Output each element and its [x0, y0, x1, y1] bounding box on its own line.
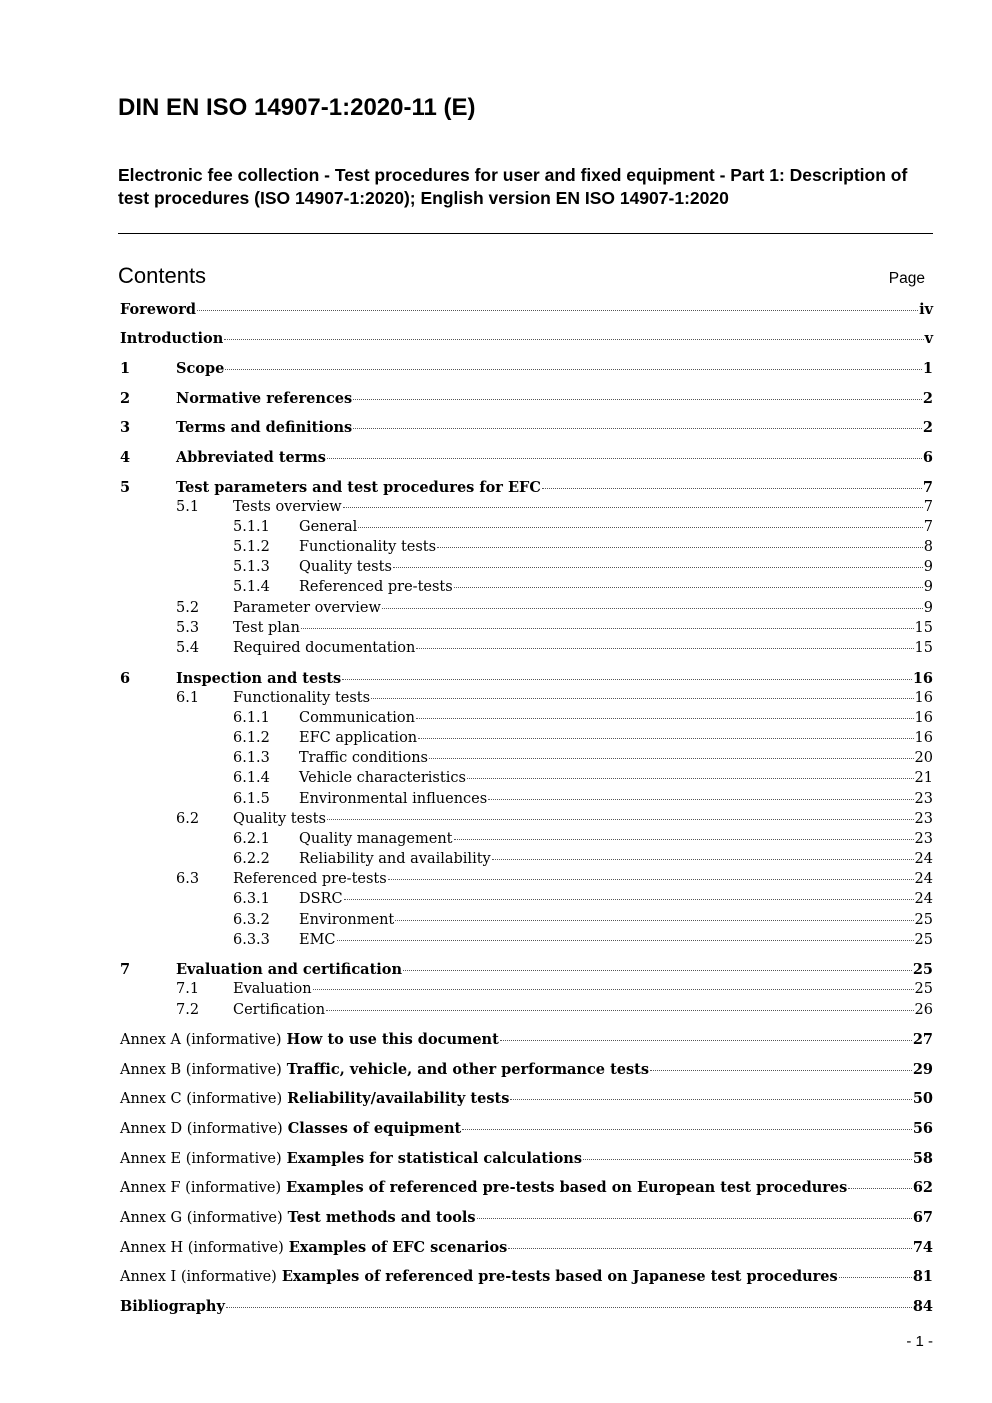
toc-annex-prefix: Annex D (informative): [120, 1121, 283, 1137]
toc-entry-title: Classes of equipment: [287, 1120, 462, 1137]
toc-entry-number: 7.2: [176, 1002, 200, 1018]
toc-entry-number: 1: [120, 360, 131, 377]
contents-heading: Contents: [118, 263, 207, 288]
dot-leader: [343, 507, 923, 508]
toc-entry-title: Scope: [176, 360, 225, 377]
toc-entry-title: Communication: [299, 710, 415, 726]
toc-entry[interactable]: [120, 1089, 933, 1108]
toc-entry-title: EMC: [299, 932, 336, 948]
toc-entry-page: 1: [922, 360, 933, 377]
toc-annex-prefix: Annex H (informative): [120, 1240, 284, 1256]
toc-entry-page: 21: [914, 770, 933, 786]
toc-entry-number: 5.3: [176, 620, 200, 636]
toc-entry-number: 6.1.4: [233, 770, 270, 786]
toc-entry-title: How to use this document: [286, 1031, 499, 1048]
toc-entry-page: 29: [912, 1061, 933, 1078]
toc-entry[interactable]: [233, 911, 933, 930]
toc-entry-page: 24: [914, 871, 933, 887]
dot-leader: [353, 428, 922, 429]
toc-entry[interactable]: [233, 830, 933, 849]
toc-entry-title: Evaluation: [233, 981, 312, 997]
toc-entry[interactable]: [120, 418, 933, 437]
toc-entry-page: 9: [923, 579, 933, 595]
toc-entry-title: Test methods and tools: [287, 1209, 476, 1226]
toc-entry[interactable]: [176, 810, 933, 829]
toc-entry-number: 6.1: [176, 690, 200, 706]
toc-entry-page: 25: [914, 932, 933, 948]
toc-entry[interactable]: [120, 448, 933, 467]
toc-entry-title: DSRC: [299, 891, 343, 907]
toc-entry-title: Referenced pre-tests: [233, 871, 387, 887]
dot-leader: [418, 738, 913, 739]
toc-entry-title: Evaluation and certification: [176, 961, 402, 978]
toc-entry-title: Examples of EFC scenarios: [288, 1239, 508, 1256]
dot-leader: [301, 628, 914, 629]
toc-entry-page: 7: [923, 519, 933, 535]
toc-entry-page: 24: [914, 891, 933, 907]
toc-entry[interactable]: [120, 1119, 933, 1138]
toc-entry-number: 6.3.3: [233, 932, 270, 948]
toc-annex-prefix: Annex C (informative): [120, 1091, 283, 1107]
toc-entry[interactable]: [233, 578, 933, 597]
dot-leader: [382, 608, 923, 609]
toc-entry-title: Certification: [233, 1002, 326, 1018]
toc-entry-title: Traffic, vehicle, and other performance tests: [286, 1061, 650, 1078]
toc-entry-title: Quality management: [299, 831, 453, 847]
toc-entry-page: 16: [914, 690, 933, 706]
dot-leader: [353, 399, 922, 400]
toc-entry-page: 15: [914, 640, 933, 656]
toc-entry-page: 16: [914, 710, 933, 726]
toc-entry-title: Quality tests: [233, 811, 326, 827]
toc-entry-page: 62: [912, 1179, 933, 1196]
toc-entry[interactable]: [120, 478, 933, 497]
toc-entry[interactable]: [233, 931, 933, 950]
toc-entry-page: 2: [922, 419, 933, 436]
toc-entry[interactable]: [176, 639, 933, 658]
toc-entry-title: Inspection and tests: [176, 670, 342, 687]
toc-entry-title: Referenced pre-tests: [299, 579, 453, 595]
dot-leader: [508, 1248, 912, 1249]
toc-entry-page: 81: [912, 1268, 933, 1285]
dot-leader: [393, 567, 923, 568]
toc-entry-title: Reliability/availability tests: [287, 1090, 510, 1107]
toc-entry-title: Tests overview: [233, 499, 342, 515]
dot-leader: [358, 527, 922, 528]
toc-entry-number: 6.2.2: [233, 851, 270, 867]
toc-entry[interactable]: [176, 870, 933, 889]
toc-annex-prefix: Annex G (informative): [120, 1210, 283, 1226]
dot-leader: [650, 1070, 912, 1071]
toc-entry[interactable]: [176, 1001, 933, 1020]
toc-entry-page: 9: [923, 559, 933, 575]
toc-entry-number: 7: [120, 961, 131, 978]
dot-leader: [510, 1099, 911, 1100]
dot-leader: [492, 859, 914, 860]
toc-entry-page: 25: [912, 961, 933, 978]
toc-entry-page: 24: [914, 851, 933, 867]
toc-entry-page: 2: [922, 390, 933, 407]
dot-leader: [326, 1010, 914, 1011]
toc-entry-title: Bibliography: [120, 1298, 225, 1315]
toc-entry-title: Normative references: [176, 390, 353, 407]
toc-entry-number: 5: [120, 479, 131, 496]
dot-leader: [224, 339, 923, 340]
toc-entry[interactable]: [120, 960, 933, 979]
dot-leader: [342, 679, 912, 680]
toc-entry-title: Examples of referenced pre-tests based on European test procedures: [286, 1179, 848, 1196]
toc-entry-number: 5.1.1: [233, 519, 270, 535]
toc-entry-page: 6: [922, 449, 933, 466]
toc-entry-title: Vehicle characteristics: [299, 770, 466, 786]
dot-leader: [542, 488, 922, 489]
toc-entry-number: 6.2.1: [233, 831, 270, 847]
toc-entry[interactable]: [120, 389, 933, 408]
dot-leader: [197, 310, 918, 311]
dot-leader: [839, 1277, 912, 1278]
toc-entry-page: 50: [912, 1090, 933, 1107]
toc-entry-title: Environment: [299, 912, 395, 928]
dot-leader: [467, 778, 914, 779]
dot-leader: [416, 648, 913, 649]
toc-entry-title: Terms and definitions: [176, 419, 353, 436]
document-subtitle: Electronic fee collection - Test procedures for user and fixed equipment - Part 1: Description of test procedures (ISO 14907-1:2020); English version EN ISO 14907-1:2020: [118, 165, 908, 208]
dot-leader: [462, 1129, 912, 1130]
toc-entry-title: Examples for statistical calculations: [286, 1150, 582, 1167]
toc-entry-page: 7: [922, 479, 933, 496]
toc-entry[interactable]: [176, 599, 933, 618]
dot-leader: [226, 1307, 912, 1308]
toc-entry-page: 16: [914, 730, 933, 746]
toc-annex-prefix: Annex I (informative): [120, 1269, 277, 1285]
toc-annex-prefix: Annex F (informative): [120, 1180, 282, 1196]
dot-leader: [313, 989, 914, 990]
toc-entry[interactable]: [120, 1238, 933, 1257]
dot-leader: [477, 1218, 912, 1219]
dot-leader: [225, 369, 922, 370]
toc-entry-title: Functionality tests: [233, 690, 371, 706]
toc-entry[interactable]: [120, 1149, 933, 1168]
toc-annex-prefix: Annex A (informative): [120, 1032, 282, 1048]
toc-entry[interactable]: [233, 790, 933, 809]
toc-entry-page: 23: [914, 791, 933, 807]
toc-entry-title: Required documentation: [233, 640, 416, 656]
toc-entry-title: Quality tests: [299, 559, 392, 575]
toc-entry-page: 67: [912, 1209, 933, 1226]
toc-entry-title: General: [299, 519, 358, 535]
toc-entry-page: 27: [912, 1031, 933, 1048]
dot-leader: [327, 458, 922, 459]
dot-leader: [371, 698, 913, 699]
dot-leader: [437, 547, 923, 548]
toc-entry[interactable]: [176, 689, 933, 708]
toc-entry[interactable]: [120, 1060, 933, 1079]
toc-entry-title: Parameter overview: [233, 600, 381, 616]
dot-leader: [454, 587, 923, 588]
page-column-label: Page: [888, 270, 925, 287]
toc-entry-number: 6.3: [176, 871, 200, 887]
dot-leader: [848, 1188, 912, 1189]
toc-entry-page: 23: [914, 831, 933, 847]
toc-entry-title: Reliability and availability: [299, 851, 491, 867]
toc-entry-page: 15: [914, 620, 933, 636]
toc-entry-title: Introduction: [120, 330, 224, 347]
toc-entry[interactable]: [120, 1178, 933, 1197]
toc-entry-title: Abbreviated terms: [176, 449, 326, 466]
toc-entry-page: 84: [912, 1298, 933, 1315]
toc-entry-page: 9: [923, 600, 933, 616]
dot-leader: [337, 940, 914, 941]
toc-entry-number: 6.1.3: [233, 750, 270, 766]
document-title: DIN EN ISO 14907-1:2020-11 (E): [118, 94, 476, 121]
toc-entry[interactable]: [233, 558, 933, 577]
toc-entry-title: Examples of referenced pre-tests based on Japanese test procedures: [281, 1268, 838, 1285]
toc-entry-page: 56: [912, 1120, 933, 1137]
toc-entry-number: 6.3.2: [233, 912, 270, 928]
toc-entry-title: Functionality tests: [299, 539, 437, 555]
toc-entry[interactable]: [120, 300, 933, 319]
toc-entry-number: 6.2: [176, 811, 200, 827]
dot-leader: [403, 970, 912, 971]
toc-entry-number: 6.1.5: [233, 791, 270, 807]
toc-entry-number: 6: [120, 670, 131, 687]
toc-entry-number: 5.4: [176, 640, 200, 656]
toc-annex-prefix: Annex E (informative): [120, 1151, 282, 1167]
toc-entry-title: Environmental influences: [299, 791, 488, 807]
toc-entry-number: 5.1.3: [233, 559, 270, 575]
toc-entry-page: 7: [923, 499, 933, 515]
toc-entry-page: 16: [912, 670, 933, 687]
toc-entry[interactable]: [120, 1030, 933, 1049]
toc-entry-title: Test plan: [233, 620, 300, 636]
dot-leader: [488, 799, 913, 800]
toc-entry[interactable]: [120, 359, 933, 378]
toc-entry-page: 26: [914, 1002, 933, 1018]
toc-entry-number: 5.2: [176, 600, 200, 616]
dot-leader: [327, 819, 914, 820]
toc-entry-number: 7.1: [176, 981, 200, 997]
toc-entry-title: EFC application: [299, 730, 418, 746]
toc-entry-page: 8: [923, 539, 933, 555]
toc-entry[interactable]: [233, 538, 933, 557]
toc-entry-number: 5.1.2: [233, 539, 270, 555]
toc-entry-title: Test parameters and test procedures for EFC: [176, 479, 541, 496]
toc-entry-number: 4: [120, 449, 131, 466]
title-divider: [118, 233, 933, 234]
toc-entry[interactable]: [233, 709, 933, 728]
footer-page-number: - 1 -: [906, 1333, 933, 1350]
toc-entry[interactable]: [233, 729, 933, 748]
toc-entry-number: 2: [120, 390, 131, 407]
toc-entry-title: Traffic conditions: [299, 750, 428, 766]
toc-entry-number: 5.1.4: [233, 579, 270, 595]
dot-leader: [344, 899, 914, 900]
toc-entry[interactable]: [120, 1267, 933, 1286]
toc-entry[interactable]: [176, 498, 933, 517]
dot-leader: [388, 879, 914, 880]
toc-entry-page: 25: [914, 981, 933, 997]
dot-leader: [583, 1159, 912, 1160]
toc-entry-number: 6.1.1: [233, 710, 270, 726]
toc-entry[interactable]: [233, 518, 933, 537]
toc-entry-page: iv: [919, 301, 933, 318]
toc-entry-page: 23: [914, 811, 933, 827]
toc-entry[interactable]: [233, 850, 933, 869]
toc-entry-number: 6.1.2: [233, 730, 270, 746]
dot-leader: [454, 839, 914, 840]
toc-entry[interactable]: [120, 1297, 933, 1316]
dot-leader: [416, 718, 914, 719]
toc-entry-number: 5.1: [176, 499, 200, 515]
toc-entry[interactable]: [233, 769, 933, 788]
toc-entry[interactable]: [233, 890, 933, 909]
toc-entry-page: 25: [914, 912, 933, 928]
toc-entry-page: 58: [912, 1150, 933, 1167]
toc-entry[interactable]: [233, 749, 933, 768]
dot-leader: [395, 920, 913, 921]
toc-entry-title: Foreword: [120, 301, 196, 318]
toc-entry-number: 3: [120, 419, 131, 436]
toc-entry-page: 74: [912, 1239, 933, 1256]
toc-entry[interactable]: [120, 329, 933, 348]
toc-entry-page: 20: [914, 750, 933, 766]
toc-entry[interactable]: [120, 669, 933, 688]
dot-leader: [429, 758, 914, 759]
toc-entry[interactable]: [120, 1208, 933, 1227]
toc-entry[interactable]: [176, 619, 933, 638]
toc-entry[interactable]: [176, 980, 933, 999]
toc-annex-prefix: Annex B (informative): [120, 1062, 282, 1078]
toc-entry-number: 6.3.1: [233, 891, 270, 907]
toc-entry-page: v: [924, 330, 933, 347]
dot-leader: [500, 1040, 912, 1041]
